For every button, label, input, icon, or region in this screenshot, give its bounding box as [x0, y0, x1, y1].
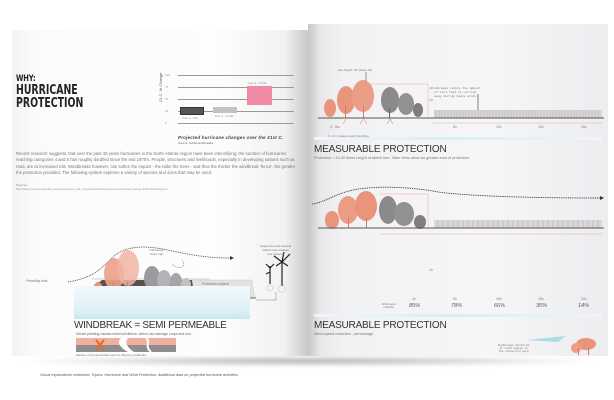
- section-subtitle-wind-reduction: Wind-speed reduction - percentage.: [314, 332, 375, 336]
- title-line-1: HURRICANE: [16, 83, 78, 98]
- section-title-wind-reduction: MEASURABLE PROTECTION: [314, 320, 447, 331]
- source-link[interactable]: http://www.ucsusa.org/global_warming/science_and_impacts/impacts/hurricanes-and-climate-change.html#.VHQnWpdrz-0: [16, 187, 168, 191]
- gridline: [178, 99, 294, 100]
- windbreak-soil-note: [430, 86, 481, 98]
- gridline: [178, 123, 294, 124]
- note-line: away during heavy winds: [434, 94, 477, 98]
- note-line: Sugarcane and banana: [260, 244, 292, 248]
- title-line-2: PROTECTION: [16, 96, 84, 111]
- wind-speed-reduction-label: [382, 303, 396, 309]
- spacing-footnote: 3 - 4 m. between each shrub/tree: [328, 134, 370, 138]
- distance-20x: 20x: [581, 297, 587, 301]
- section-title-protection: MEASURABLE PROTECTION: [314, 144, 447, 155]
- wind-reduction-diagram: [308, 184, 608, 244]
- chart-source: Source: NASA windbreaks: [178, 141, 214, 145]
- note-line: of soil that is carried: [434, 90, 477, 94]
- reduction-20x: 14%: [578, 303, 590, 309]
- soil-water-layer: [74, 286, 250, 319]
- bar-cat-1-2: [180, 107, 204, 115]
- note-line: root systems: [267, 252, 285, 256]
- height-marker: 1x: [429, 98, 433, 102]
- label-line: Wind speed: [382, 303, 396, 306]
- left-page: [12, 30, 308, 356]
- bar-cat-2-3: [213, 107, 237, 113]
- book-shadow: [8, 356, 608, 366]
- bar-label: Cat. 1 - 2nd: [182, 116, 198, 120]
- note-line: Windbreaks reduce the amount: [430, 86, 481, 90]
- y-tick: 25: [165, 109, 169, 113]
- distance-20x: 20x: [581, 125, 587, 129]
- intro-paragraph: Recent research suggests, that over the past 40 years hurricanes in the North Atlantic region have been intensifying; the number of hurricanes reaching categories 4 and 5 has roughly doubled since the mid 1970's. People, structures and livelihoods, especially in developing nations such as Haiti, are at increased risk. Windbreaks however, can soften the impact - the taller the trees - and thus the thicker the windbreak 'fence', the greater the protection provided. The following system explores a variety of species and sizes that may be used.: [16, 151, 296, 175]
- distance-15x: 15x: [538, 297, 544, 301]
- label-line: reduction: [383, 306, 395, 309]
- right-angle-diagram: [518, 334, 608, 356]
- reduction-15x: 35%: [536, 303, 548, 309]
- protected-cropland-label: Protected cropland: [202, 282, 229, 286]
- bar-label: Cat. 2 - 3 2nd: [215, 114, 234, 118]
- spacing-label: 3 - 5m: [330, 125, 340, 129]
- distance-1x: 1x: [412, 297, 416, 301]
- gridline: [178, 87, 294, 88]
- bar-label: Cat. 4 - 5 2nd: [248, 81, 267, 85]
- windbreak-subtitle: Dense planting causes wind turbulence, which can damage crops and soil.: [76, 332, 192, 336]
- y-tick: 100: [165, 73, 171, 77]
- distance-10x: 10x: [496, 297, 502, 301]
- note-line: at right angles to: [499, 347, 528, 351]
- gap-diagram: [76, 338, 176, 352]
- root-systems-note: [260, 244, 291, 256]
- figure-caption: Visual explorations continued. Topics: Hurricane and Wind Protection. Additional data on projected hurricane activities.: [40, 373, 239, 377]
- bar-cat-4-5: [247, 86, 272, 105]
- divider: [314, 314, 602, 317]
- height-marker-bottom: 1x: [429, 268, 433, 272]
- reduction-10x: 66%: [494, 303, 506, 309]
- note-line: Windbreaks should be: [498, 344, 530, 347]
- turbulence-label: [149, 248, 164, 256]
- sources-label: Sources:: [16, 183, 28, 187]
- right-page: [308, 24, 608, 356]
- reduction-1x: 85%: [409, 303, 421, 309]
- distance-10x: 10x: [496, 125, 502, 129]
- distance-5x: 5x: [453, 125, 457, 129]
- y-tick: 75: [165, 85, 169, 89]
- section-subtitle-protection: Protection = 10-30 times height of tallest tree. Taller trees allow for greater area of protection.: [314, 156, 471, 160]
- right-angle-note: [498, 344, 529, 354]
- y-tick: 50: [165, 97, 169, 101]
- y-tick: 0: [165, 121, 167, 125]
- reduction-5x: 78%: [451, 303, 463, 309]
- chart-y-label: 21 C. % Change: [158, 72, 163, 102]
- gridline: [178, 75, 294, 76]
- distance-15x: 15x: [538, 125, 544, 129]
- note-line: the prevailing wind: [498, 350, 529, 354]
- turbulence-line: stays high: [149, 252, 164, 256]
- note-line: plants have shallow: [262, 248, 289, 252]
- tree-height-label: tree height: 30 meters tall: [338, 68, 372, 72]
- gap-diagram-caption: Diagram of the appropriate gaps for effective windbreaks: [76, 353, 147, 356]
- prevailing-wind-label: Prevailing wind: [26, 279, 48, 283]
- turbulence-line: Turbulence: [149, 248, 164, 252]
- distance-5x: 5x: [453, 297, 457, 301]
- chart-title: Projected hurricane changes over the 21st C.: [178, 135, 284, 140]
- page-title: [16, 84, 83, 110]
- windbreak-title: WINDBREAK = SEMI PERMEABLE: [74, 320, 227, 331]
- heading-why: WHY:: [16, 74, 36, 84]
